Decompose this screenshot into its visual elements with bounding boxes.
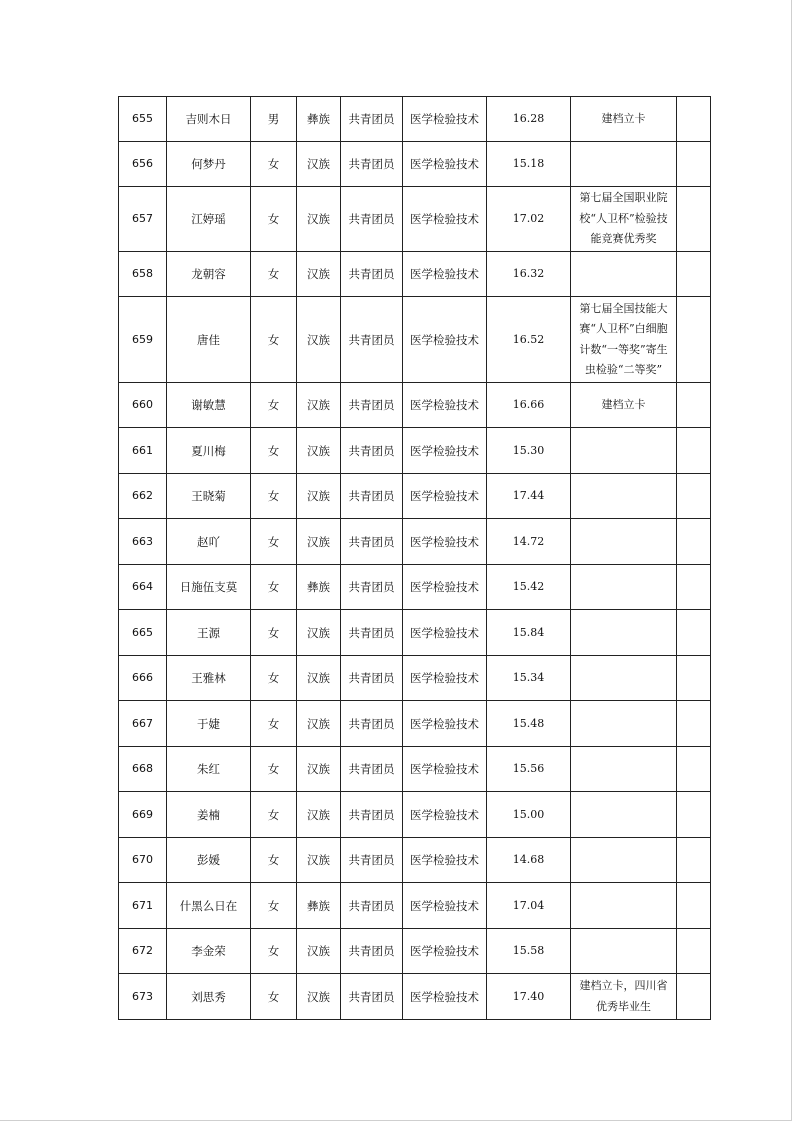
student-name: 朱红 <box>167 747 251 792</box>
row-number: 661 <box>119 428 167 474</box>
row-number: 660 <box>119 383 167 428</box>
major-cell: 医学检验技术 <box>403 142 487 187</box>
row-number: 670 <box>119 838 167 883</box>
student-name: 谢敏慧 <box>167 383 251 428</box>
score-cell: 17.02 <box>487 187 571 252</box>
ethnicity-cell: 汉族 <box>297 929 341 974</box>
student-name: 彭媛 <box>167 838 251 883</box>
ethnicity-cell: 汉族 <box>297 297 341 383</box>
empty-cell <box>677 297 711 383</box>
remarks-cell <box>571 883 677 929</box>
score-cell: 15.56 <box>487 747 571 792</box>
score-cell: 16.32 <box>487 252 571 297</box>
remarks-cell: 建档立卡 <box>571 383 677 428</box>
political-status-cell: 共青团员 <box>341 838 403 883</box>
remarks-cell <box>571 747 677 792</box>
major-cell: 医学检验技术 <box>403 519 487 565</box>
political-status-cell: 共青团员 <box>341 142 403 187</box>
ethnicity-cell: 汉族 <box>297 610 341 656</box>
table-row <box>119 565 711 610</box>
major-cell: 医学检验技术 <box>403 974 487 1020</box>
table-row <box>119 610 711 656</box>
major-cell: 医学检验技术 <box>403 792 487 838</box>
row-number: 656 <box>119 142 167 187</box>
ethnicity-cell: 汉族 <box>297 519 341 565</box>
remarks-cell <box>571 792 677 838</box>
political-status-cell: 共青团员 <box>341 519 403 565</box>
table-row <box>119 297 711 383</box>
student-table <box>118 96 711 1020</box>
empty-cell <box>677 383 711 428</box>
gender-cell: 女 <box>251 747 297 792</box>
gender-cell: 女 <box>251 252 297 297</box>
table-row <box>119 142 711 187</box>
political-status-cell: 共青团员 <box>341 187 403 252</box>
major-cell: 医学检验技术 <box>403 428 487 474</box>
remarks-cell: 建档立卡 <box>571 97 677 142</box>
student-name: 江婷瑶 <box>167 187 251 252</box>
gender-cell: 女 <box>251 383 297 428</box>
table-row <box>119 701 711 747</box>
student-name: 姜楠 <box>167 792 251 838</box>
empty-cell <box>677 701 711 747</box>
ethnicity-cell: 汉族 <box>297 838 341 883</box>
political-status-cell: 共青团员 <box>341 974 403 1020</box>
major-cell: 医学检验技术 <box>403 565 487 610</box>
empty-cell <box>677 187 711 252</box>
ethnicity-cell: 汉族 <box>297 792 341 838</box>
remarks-cell <box>571 428 677 474</box>
student-name: 王源 <box>167 610 251 656</box>
score-cell: 15.18 <box>487 142 571 187</box>
score-cell: 15.00 <box>487 792 571 838</box>
gender-cell: 女 <box>251 656 297 701</box>
row-number: 673 <box>119 974 167 1020</box>
ethnicity-cell: 汉族 <box>297 701 341 747</box>
gender-cell: 女 <box>251 974 297 1020</box>
political-status-cell: 共青团员 <box>341 883 403 929</box>
row-number: 657 <box>119 187 167 252</box>
student-name: 刘思秀 <box>167 974 251 1020</box>
ethnicity-cell: 汉族 <box>297 747 341 792</box>
table-body <box>119 97 711 1020</box>
empty-cell <box>677 610 711 656</box>
major-cell: 医学检验技术 <box>403 701 487 747</box>
political-status-cell: 共青团员 <box>341 747 403 792</box>
gender-cell: 女 <box>251 474 297 519</box>
major-cell: 医学检验技术 <box>403 838 487 883</box>
ethnicity-cell: 汉族 <box>297 974 341 1020</box>
row-number: 659 <box>119 297 167 383</box>
gender-cell: 女 <box>251 929 297 974</box>
score-cell: 16.66 <box>487 383 571 428</box>
table-row <box>119 97 711 142</box>
gender-cell: 女 <box>251 428 297 474</box>
empty-cell <box>677 883 711 929</box>
row-number: 668 <box>119 747 167 792</box>
row-number: 662 <box>119 474 167 519</box>
ethnicity-cell: 汉族 <box>297 474 341 519</box>
score-cell: 16.52 <box>487 297 571 383</box>
remarks-cell <box>571 838 677 883</box>
score-cell: 15.84 <box>487 610 571 656</box>
table-row <box>119 252 711 297</box>
row-number: 664 <box>119 565 167 610</box>
political-status-cell: 共青团员 <box>341 97 403 142</box>
gender-cell: 女 <box>251 565 297 610</box>
empty-cell <box>677 747 711 792</box>
score-cell: 17.04 <box>487 883 571 929</box>
political-status-cell: 共青团员 <box>341 474 403 519</box>
table-row <box>119 838 711 883</box>
political-status-cell: 共青团员 <box>341 610 403 656</box>
empty-cell <box>677 97 711 142</box>
table-row <box>119 974 711 1020</box>
score-cell: 17.44 <box>487 474 571 519</box>
ethnicity-cell: 汉族 <box>297 252 341 297</box>
table-row <box>119 383 711 428</box>
student-name: 吉则木日 <box>167 97 251 142</box>
remarks-cell <box>571 610 677 656</box>
score-cell: 16.28 <box>487 97 571 142</box>
gender-cell: 女 <box>251 142 297 187</box>
row-number: 663 <box>119 519 167 565</box>
political-status-cell: 共青团员 <box>341 792 403 838</box>
ethnicity-cell: 汉族 <box>297 142 341 187</box>
remarks-cell <box>571 565 677 610</box>
empty-cell <box>677 252 711 297</box>
empty-cell <box>677 142 711 187</box>
gender-cell: 女 <box>251 792 297 838</box>
student-name: 何梦丹 <box>167 142 251 187</box>
major-cell: 医学检验技术 <box>403 297 487 383</box>
empty-cell <box>677 519 711 565</box>
major-cell: 医学检验技术 <box>403 474 487 519</box>
score-cell: 17.40 <box>487 974 571 1020</box>
remarks-cell: 第七届全国职业院校“人卫杯”检验技能竞赛优秀奖 <box>571 187 677 252</box>
table-row <box>119 656 711 701</box>
ethnicity-cell: 汉族 <box>297 428 341 474</box>
political-status-cell: 共青团员 <box>341 297 403 383</box>
score-cell: 15.30 <box>487 428 571 474</box>
score-cell: 14.68 <box>487 838 571 883</box>
student-name: 日施伍支莫 <box>167 565 251 610</box>
student-name: 夏川梅 <box>167 428 251 474</box>
row-number: 666 <box>119 656 167 701</box>
remarks-cell <box>571 252 677 297</box>
score-cell: 15.34 <box>487 656 571 701</box>
major-cell: 医学检验技术 <box>403 656 487 701</box>
empty-cell <box>677 974 711 1020</box>
gender-cell: 女 <box>251 519 297 565</box>
student-name: 唐佳 <box>167 297 251 383</box>
political-status-cell: 共青团员 <box>341 656 403 701</box>
empty-cell <box>677 565 711 610</box>
table-row <box>119 187 711 252</box>
gender-cell: 女 <box>251 838 297 883</box>
student-name: 王雅林 <box>167 656 251 701</box>
student-name: 李金荣 <box>167 929 251 974</box>
table-row <box>119 929 711 974</box>
political-status-cell: 共青团员 <box>341 428 403 474</box>
score-cell: 15.48 <box>487 701 571 747</box>
table-row <box>119 747 711 792</box>
gender-cell: 女 <box>251 610 297 656</box>
remarks-cell <box>571 701 677 747</box>
remarks-cell <box>571 519 677 565</box>
score-cell: 15.58 <box>487 929 571 974</box>
table-row <box>119 883 711 929</box>
remarks-cell <box>571 656 677 701</box>
row-number: 672 <box>119 929 167 974</box>
row-number: 669 <box>119 792 167 838</box>
student-name: 于婕 <box>167 701 251 747</box>
gender-cell: 男 <box>251 97 297 142</box>
row-number: 655 <box>119 97 167 142</box>
major-cell: 医学检验技术 <box>403 187 487 252</box>
table-row <box>119 474 711 519</box>
table-row <box>119 428 711 474</box>
ethnicity-cell: 汉族 <box>297 383 341 428</box>
table-row <box>119 792 711 838</box>
student-name: 赵吖 <box>167 519 251 565</box>
ethnicity-cell: 彝族 <box>297 565 341 610</box>
student-name: 王晓菊 <box>167 474 251 519</box>
major-cell: 医学检验技术 <box>403 929 487 974</box>
table-row <box>119 519 711 565</box>
ethnicity-cell: 汉族 <box>297 187 341 252</box>
score-cell: 15.42 <box>487 565 571 610</box>
empty-cell <box>677 838 711 883</box>
student-name: 龙朝容 <box>167 252 251 297</box>
ethnicity-cell: 彝族 <box>297 97 341 142</box>
gender-cell: 女 <box>251 187 297 252</box>
remarks-cell <box>571 929 677 974</box>
political-status-cell: 共青团员 <box>341 383 403 428</box>
political-status-cell: 共青团员 <box>341 929 403 974</box>
row-number: 658 <box>119 252 167 297</box>
student-name: 什黑么日在 <box>167 883 251 929</box>
major-cell: 医学检验技术 <box>403 97 487 142</box>
remarks-cell: 第七届全国技能大赛“人卫杯”白细胞计数“一等奖”寄生虫检验“二等奖” <box>571 297 677 383</box>
empty-cell <box>677 428 711 474</box>
gender-cell: 女 <box>251 701 297 747</box>
gender-cell: 女 <box>251 297 297 383</box>
political-status-cell: 共青团员 <box>341 252 403 297</box>
major-cell: 医学检验技术 <box>403 883 487 929</box>
ethnicity-cell: 彝族 <box>297 883 341 929</box>
row-number: 671 <box>119 883 167 929</box>
remarks-cell <box>571 474 677 519</box>
major-cell: 医学检验技术 <box>403 252 487 297</box>
score-cell: 14.72 <box>487 519 571 565</box>
ethnicity-cell: 汉族 <box>297 656 341 701</box>
row-number: 665 <box>119 610 167 656</box>
remarks-cell: 建档立卡，四川省优秀毕业生 <box>571 974 677 1020</box>
major-cell: 医学检验技术 <box>403 747 487 792</box>
empty-cell <box>677 474 711 519</box>
political-status-cell: 共青团员 <box>341 565 403 610</box>
row-number: 667 <box>119 701 167 747</box>
empty-cell <box>677 656 711 701</box>
empty-cell <box>677 929 711 974</box>
major-cell: 医学检验技术 <box>403 383 487 428</box>
major-cell: 医学检验技术 <box>403 610 487 656</box>
political-status-cell: 共青团员 <box>341 701 403 747</box>
empty-cell <box>677 792 711 838</box>
remarks-cell <box>571 142 677 187</box>
gender-cell: 女 <box>251 883 297 929</box>
